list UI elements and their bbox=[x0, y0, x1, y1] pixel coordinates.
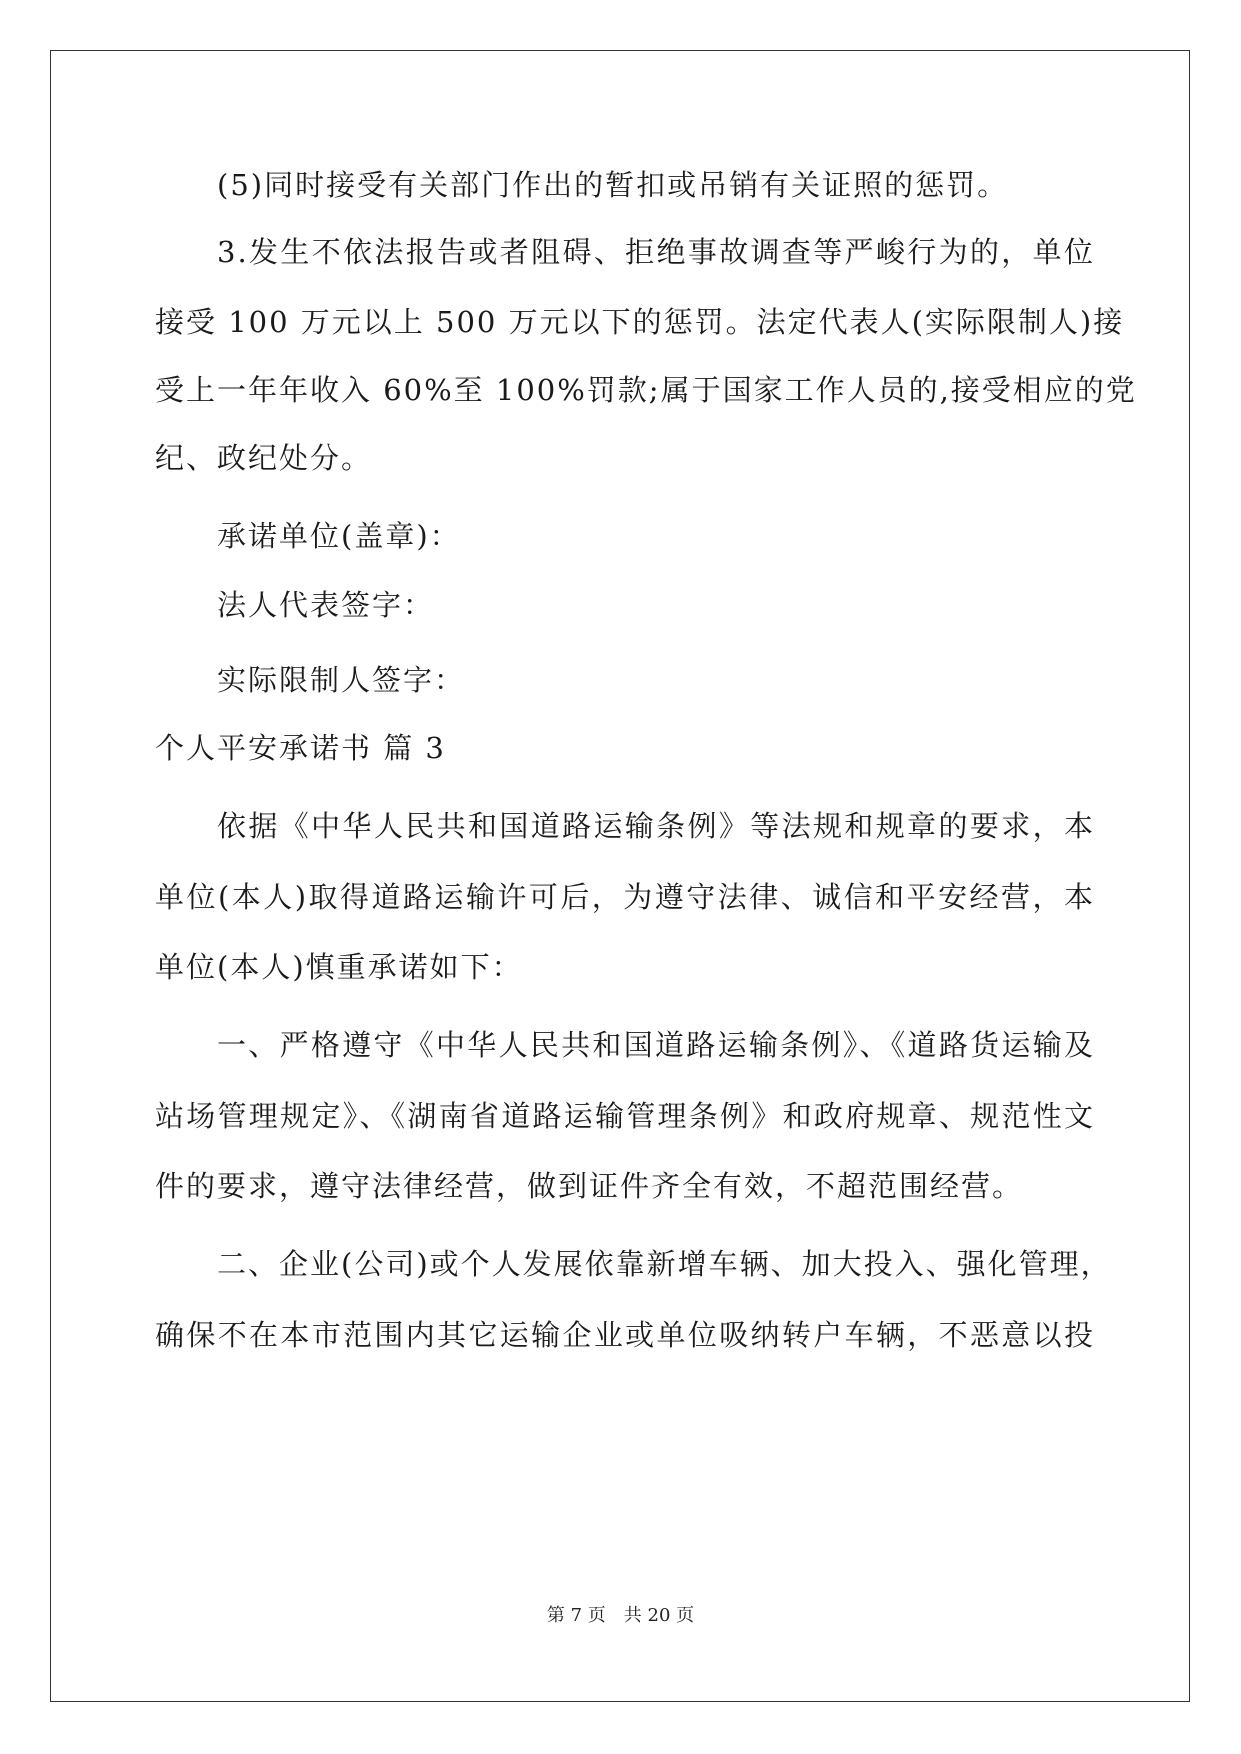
paragraph-line: 单位(本人)取得道路运输许可后，为遵守法律、诚信和平安经营，本 bbox=[155, 880, 1095, 914]
signature-line-controller: 实际限制人签字： bbox=[217, 663, 466, 697]
paragraph-line: 确保不在本市范围内其它运输企业或单位吸纳转户车辆，不恶意以投 bbox=[155, 1318, 1095, 1352]
paragraph-line: 站场管理规定》、《湖南省道路运输管理条例》和政府规章、规范性文 bbox=[155, 1099, 1095, 1133]
section-heading: 个人平安承诺书 篇 3 bbox=[155, 731, 446, 765]
paragraph-line: 单位(本人)慎重承诺如下： bbox=[155, 950, 523, 984]
paragraph-line: 件的要求，遵守法律经营，做到证件齐全有效，不超范围经营。 bbox=[155, 1169, 1024, 1203]
paragraph-line: 受上一年年收入 60%至 100%罚款;属于国家工作人员的,接受相应的党 bbox=[155, 373, 1137, 407]
paragraph-line: (5)同时接受有关部门作出的暂扣或吊销有关证照的惩罚。 bbox=[217, 168, 1009, 202]
paragraph-line: 3.发生不依法报告或者阻碍、拒绝事故调查等严峻行为的，单位 bbox=[217, 235, 1095, 269]
paragraph-line: 依据《中华人民共和国道路运输条例》等法规和规章的要求，本 bbox=[217, 809, 1095, 843]
paragraph-line: 接受 100 万元以上 500 万元以下的惩罚。法定代表人(实际限制人)接 bbox=[155, 305, 1125, 339]
paragraph-line: 纪、政纪处分。 bbox=[155, 441, 373, 475]
page-total: 共 20 页 bbox=[623, 1605, 695, 1626]
signature-line-legal-rep: 法人代表签字： bbox=[217, 588, 435, 622]
paragraph-line: 二、企业(公司)或个人发展依靠新增车辆、加大投入、强化管理， bbox=[217, 1247, 1112, 1281]
page-footer bbox=[0, 1604, 1241, 1628]
paragraph-line: 一、严格遵守《中华人民共和国道路运输条例》、《道路货运输及 bbox=[217, 1028, 1095, 1062]
page-border bbox=[50, 50, 1190, 1702]
page-number: 第 7 页 bbox=[546, 1605, 606, 1626]
signature-line-unit: 承诺单位(盖章)： bbox=[217, 519, 461, 553]
